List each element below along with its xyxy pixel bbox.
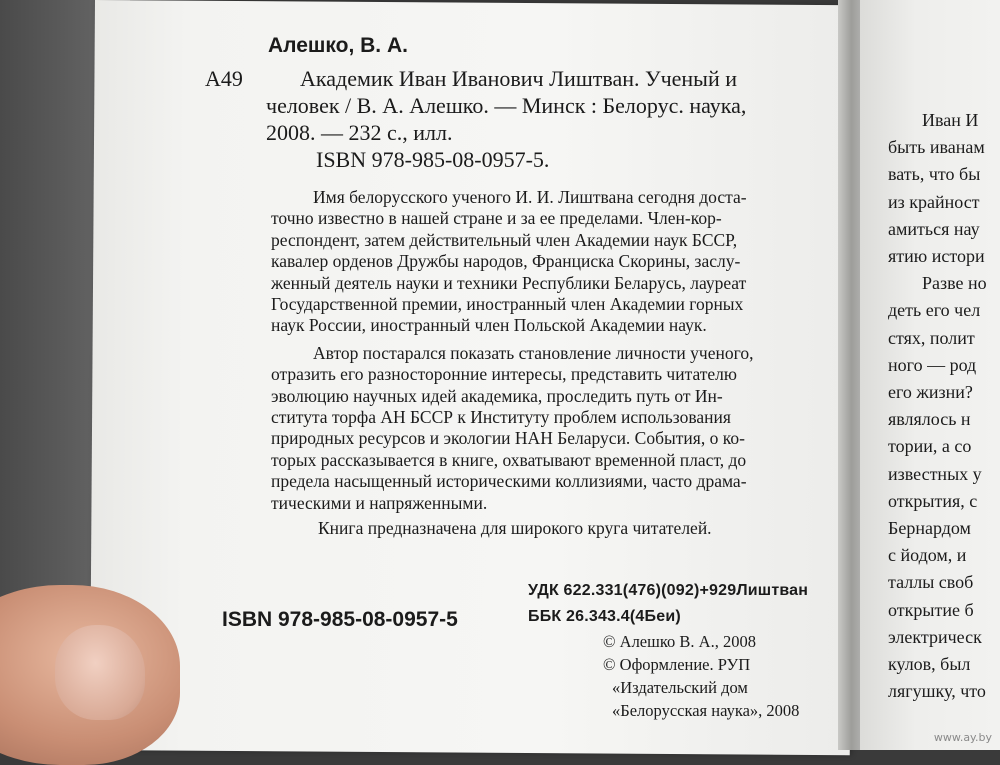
abstract-line: предела насыщенный историческими коллизиями, часто драма- xyxy=(271,471,747,492)
watermark: www.ay.by xyxy=(933,731,992,744)
abstract-line: Имя белорусского ученого И. И. Лиштвана сегодня доста- xyxy=(313,187,747,207)
right-page-line: с йодом, и xyxy=(888,545,967,566)
right-page-line: электрическ xyxy=(888,626,982,647)
right-page-line: кулов, был xyxy=(888,654,971,674)
right-page-line: таллы своб xyxy=(888,572,974,593)
abstract-line: Государственной премии, иностранный член Академии горных xyxy=(271,294,744,314)
right-page-line: амиться нау xyxy=(888,218,980,239)
right-page-line: Бернардом xyxy=(888,518,971,538)
right-page-line: известных у xyxy=(888,463,982,484)
right-page-line: тории, а со xyxy=(888,436,972,457)
right-page-line: Разве но xyxy=(922,273,987,294)
right-page-line: вать, что бы xyxy=(888,164,981,185)
copyright-line: © Алешко В. А., 2008 xyxy=(603,632,756,651)
right-page-line: из крайност xyxy=(888,191,980,212)
abstract-line: отразить его разносторонние интересы, представить читателю xyxy=(271,364,737,385)
right-page-line: Иван И xyxy=(922,110,979,130)
title-line: 2008. — 232 с., илл. xyxy=(266,120,453,145)
title-line: человек / В. А. Алешко. — Минск : Белорус. наука, xyxy=(266,93,747,118)
abstract-line: кавалер орденов Дружбы народов, Франциска Скорины, заслу- xyxy=(271,251,741,272)
right-page-line: открытие б xyxy=(888,599,974,620)
abstract-line: природных ресурсов и экологии НАН Беларуси. События, о ко- xyxy=(271,428,745,449)
right-page-line: стях, полит xyxy=(888,327,975,348)
copyright-line: «Издательский дом xyxy=(612,678,748,697)
copyright-line: «Белорусская наука», 2008 xyxy=(612,701,800,720)
right-page-line: деть его чел xyxy=(888,300,981,321)
right-page-line: открытия, с xyxy=(888,490,978,511)
abstract-line: респондент, затем действительный член Академии наук БССР, xyxy=(271,229,738,250)
author-name: Алешко, В. А. xyxy=(268,34,408,57)
isbn-bottom: ISBN 978-985-08-0957-5 xyxy=(222,608,458,631)
abstract-line: женный деятель науки и техники Республики Беларусь, лауреат xyxy=(271,272,747,293)
thumbnail-image xyxy=(55,625,145,720)
isbn-line: ISBN 978-985-08-0957-5. xyxy=(316,147,550,172)
right-page-line: его жизни? xyxy=(888,382,973,402)
copyright-line: © Оформление. РУП xyxy=(603,655,751,674)
library-code: А49 xyxy=(205,66,243,91)
right-page-line: ятию истори xyxy=(888,246,985,266)
abstract-line: тическими и напряженными. xyxy=(271,492,488,513)
right-page-line: быть иванам xyxy=(888,137,985,158)
right-page-line: лягушку, что xyxy=(888,681,986,702)
udk-code: УДК 622.331(476)(092)+929Лиштван xyxy=(528,582,809,599)
abstract-line: точно известно в нашей стране и за ее пределами. Член-кор- xyxy=(271,208,722,229)
right-page-line: ного — род xyxy=(888,354,977,375)
right-page-line: являлось н xyxy=(888,409,971,430)
right-page xyxy=(860,0,1000,750)
abstract-line: эволюцию научных идей академика, проследить путь от Ин- xyxy=(271,385,723,406)
title-line: Академик Иван Иванович Лиштван. Ученый и xyxy=(300,66,738,91)
bbk-code: ББК 26.343.4(4Беи) xyxy=(528,608,681,625)
abstract-line: Книга предназначена для широкого круга читателей. xyxy=(318,518,712,538)
abstract-line: ститута торфа АН БССР к Институту проблем использования xyxy=(271,407,731,427)
abstract-line: наук России, иностранный член Польской Академии наук. xyxy=(271,315,707,336)
abstract-line: торых рассказывается в книге, охватывают временной пласт, до xyxy=(271,449,747,470)
abstract-line: Автор постарался показать становление личности ученого, xyxy=(313,342,754,363)
